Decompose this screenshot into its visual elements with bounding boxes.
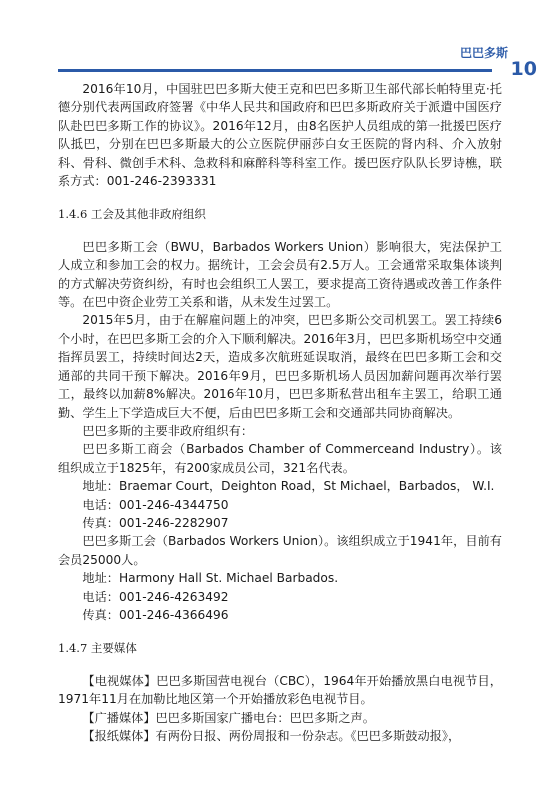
media-radio: 【广播媒体】巴巴多斯国家广播电台：巴巴多斯之声。: [82, 710, 375, 725]
paragraph-ngo-intro: 巴巴多斯的主要非政府组织有：: [82, 423, 254, 438]
org-union-phone: 电话：001-246-4263492: [82, 589, 229, 604]
paragraph-strikes: 2015年5月，由于在解雇问题上的冲突，巴巴多斯公交司机罢工。罢工持续6个小时，在巴巴多斯工会的介入下顺利解决。2016年3月，巴巴多斯机场空中交通指挥员罢工，持续时间达2天，造成多次航班延误取消，最终在巴巴多斯工会和交通部的共同干预下解决。2016年9月，巴巴多斯机场人员因加薪问题再次举行罢工，最终以加薪8%解决。2016年10月，巴巴多斯私营出租车主罢工，给职工通勤、学生上下学造成巨大不便，后由巴巴多斯工会和交通部共同协商解决。: [58, 313, 502, 420]
page-body: [58, 80, 502, 745]
section-heading-media: 1.4.7 主要媒体: [58, 641, 137, 656]
org-chamber-commerce: 巴巴多斯工商会（Barbados Chamber of Commerceand Industry）。该组织成立于1825年，有200家成员公司，321名代表。: [58, 442, 502, 475]
media-tv: 【电视媒体】巴巴多斯国营电视台（CBC），1964年开始播放黑白电视节目，1971年11月在加勒比地区第一个开始播放彩色电视节目。: [58, 673, 502, 707]
media-newspaper: 【报纸媒体】有两份日报、两份周报和一份杂志。《巴巴多斯鼓动报》，: [82, 729, 461, 743]
org-chamber-phone: 电话：001-246-4344750: [82, 497, 229, 512]
org-union-fax: 传真：001-246-4366496: [82, 607, 229, 622]
org-chamber-fax: 传真：001-246-2282907: [82, 515, 229, 530]
org-union-address: 地址：Harmony Hall St. Michael Barbados.: [82, 571, 339, 586]
paragraph-bwu: 巴巴多斯工会（BWU，Barbados Workers Union）影响很大，宪法保护工人成立和参加工会的权力。据统计，工会会员有2.5万人。工会通常采取集体谈判的方式解决劳资纠纷，有时也会组织工人罢工，要求提高工资待遇或改善工作条件等。在巴中资企业劳工关系和谐，从未发生过罢工。: [58, 239, 502, 310]
paragraph-medical-team: 2016年10月，中国驻巴巴多斯大使王克和巴巴多斯卫生部代部长帕特里克·托德分别代表两国政府签署《中华人民共和国政府和巴巴多斯政府关于派遣中国医疗队赴巴巴多斯工作的协议》。2016年12月，由8名医护人员组成的第一批援巴医疗队抵巴，分别在巴巴多斯最大的公立医院伊丽莎白女王医院的肾内科、介入放射科、骨科、微创手术科、急救科和麻醉科等科室工作。援巴医疗队队长罗诗樵，联系方式：001-246-2393331: [58, 82, 502, 189]
org-workers-union: 巴巴多斯工会（Barbados Workers Union）。该组织成立于1941年，目前有会员25000人。: [58, 534, 502, 567]
org-chamber-address: 地址：Braemar Court，Deighton Road，St Michael，Barbados， W.I.: [82, 479, 495, 494]
header-title: 巴巴多斯: [459, 46, 508, 60]
section-heading-unions: 1.4.6 工会及其他非政府组织: [58, 207, 206, 222]
page-number: 10: [510, 58, 537, 80]
header-rule: [58, 69, 492, 72]
